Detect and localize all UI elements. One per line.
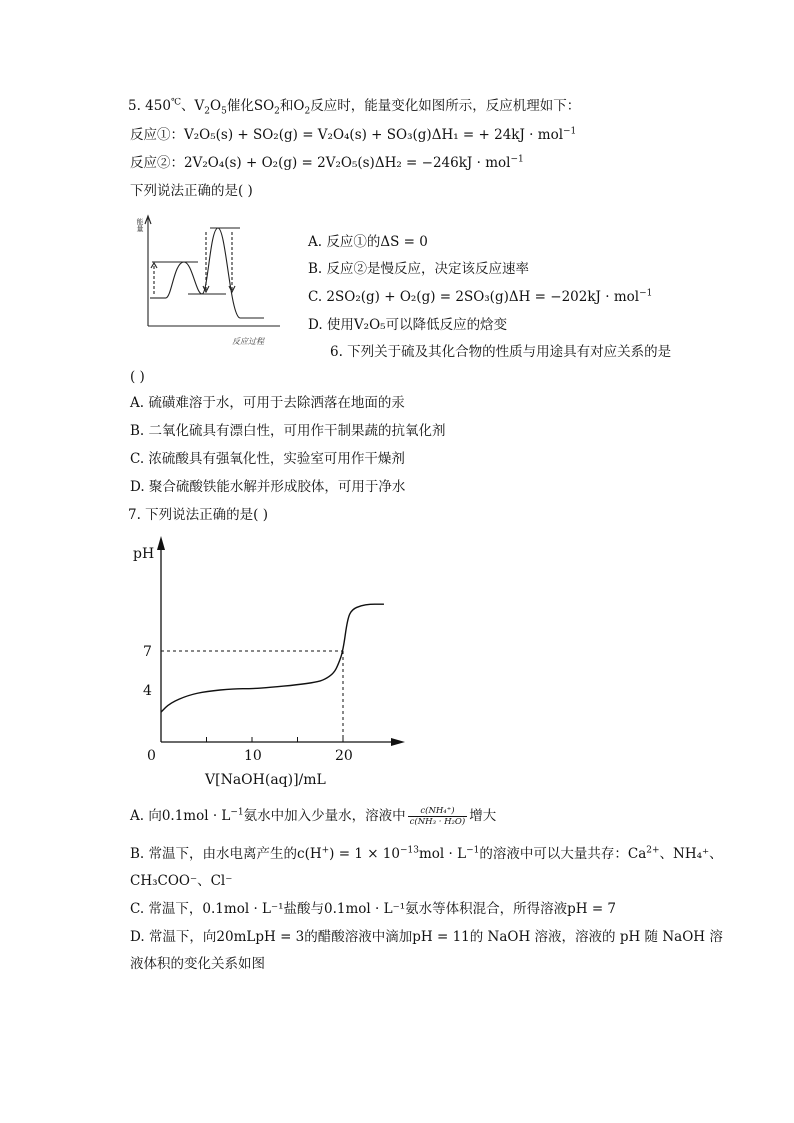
q7-stem: 7. 下列说法正确的是( ) <box>128 507 268 523</box>
q7-option-a-1: A. 向0.1mol · L <box>130 808 231 824</box>
q7-option-b <box>130 845 723 863</box>
q5-reaction-2 <box>130 154 524 172</box>
q5-ask: 下列说法正确的是( ) <box>130 183 253 199</box>
q5-stem-f: 反应时，能量变化如图所示，反应机理如下： <box>310 98 581 114</box>
q7-option-a-2: 氨水中加入少量水，溶液中 <box>243 808 406 824</box>
q7-option-a-fraction <box>408 806 468 827</box>
energy-xlabel: 反应过程 <box>232 337 264 346</box>
q5-r2-label: 反应②： <box>130 155 184 171</box>
ph-x-tick-label: 10 <box>244 748 262 764</box>
q6-option-d: D. 聚合硫酸铁能水解并形成胶体，可用于净水 <box>130 479 406 495</box>
q7-option-b-1: B. 常温下，由水电离产生的c(H <box>130 846 322 862</box>
q7-option-b-sup1: + <box>321 845 330 856</box>
q7-option-b-2: ) = 1 × 10 <box>329 846 400 862</box>
q7-option-a-sup: −1 <box>230 807 244 818</box>
q7-option-b-4: 的溶液中可以大量共存：Ca <box>479 846 647 862</box>
q5-sub-2b: 2 <box>274 106 280 117</box>
q7-option-d-line2: 液体积的变化关系如图 <box>130 956 265 972</box>
ph-x-tick-label: 20 <box>335 748 353 764</box>
q5-energy-diagram <box>136 208 290 354</box>
energy-curve <box>166 228 264 318</box>
ph-ylabel: pH <box>133 546 155 562</box>
q7-option-b-sup4: 2+ <box>646 845 660 856</box>
q7-option-a-3: 增大 <box>469 808 497 824</box>
ph-curve <box>161 604 384 712</box>
ph-y-tick-label: 4 <box>143 683 152 699</box>
q6-option-a: A. 硫磺难溶于水，可用于去除洒落在地面的汞 <box>130 395 405 411</box>
q7-option-b-sup3: −1 <box>466 845 480 856</box>
q5-r1-label: 反应①： <box>130 127 184 143</box>
q5-sub-5: 5 <box>221 106 227 117</box>
ph-xlabel: V[NaOH(aq)]/mL <box>205 772 326 788</box>
q6-option-c: C. 浓硫酸具有强氧化性，实验室可用作干燥剂 <box>130 451 405 467</box>
q6-option-b: B. 二氧化硫具有漂白性，可用作干制果蔬的抗氧化剂 <box>130 423 446 439</box>
energy-ylabel: 能量 <box>136 218 144 232</box>
q5-stem <box>128 97 580 115</box>
q5-option-c-text: C. 2SO₂(g) + O₂(g) = 2SO₃(g)ΔH = −202kJ · mol <box>308 289 640 305</box>
q5-option-a: A. 反应①的ΔS = 0 <box>308 234 428 250</box>
q7-fraction-num: c(NH₄⁺) <box>408 806 468 817</box>
q6-paren: ( ) <box>130 369 145 385</box>
q5-option-c <box>308 288 652 306</box>
q7-option-b-5: 、NH₄⁺、 <box>659 846 723 862</box>
q5-reaction-1 <box>130 126 576 144</box>
q6-stem: 6. 下列关于硫及其化合物的性质与用途具有对应关系的是 <box>330 344 672 360</box>
ph-axes <box>157 536 405 746</box>
q5-r2-sup: −1 <box>510 154 524 165</box>
q7-option-a <box>130 803 496 829</box>
q7-option-c: C. 常温下，0.1mol · L⁻¹盐酸与0.1mol · L⁻¹氨水等体积混合，所得溶液pH = 7 <box>130 901 617 917</box>
q7-fraction-den: c(NH₃ · H₂O) <box>409 817 466 827</box>
q5-r2-eq: 2V₂O₄(s) + O₂(g) = 2V₂O₅(s)ΔH₂ = −246kJ · mol <box>184 155 511 171</box>
ph-y-tick-label: 7 <box>143 644 152 660</box>
q5-option-b: B. 反应②是慢反应，决定该反应速率 <box>308 261 530 277</box>
q5-stem-b: 、V <box>181 98 205 114</box>
q5-stem-c: O <box>210 98 222 114</box>
q7-option-b-sup2: −13 <box>399 845 419 856</box>
q5-stem-e: 和O <box>279 98 305 114</box>
ph-ticks <box>143 644 353 764</box>
q7-option-b-3: mol · L <box>418 846 467 862</box>
q7-option-b-line2: CH₃COO⁻、Cl⁻ <box>130 873 233 889</box>
q5-stem-a: 5. 450 <box>128 98 171 114</box>
q5-stem-deg: ℃ <box>170 97 182 108</box>
ph-x-arrow <box>391 738 405 746</box>
q5-stem-d: 催化SO <box>226 98 275 114</box>
q7-option-d: D. 常温下，向20mLpH = 3的醋酸溶液中滴加pH = 11的 NaOH 溶液，溶液的 pH 随 NaOH 溶 <box>130 929 723 945</box>
q5-option-c-sup: −1 <box>639 288 653 299</box>
ph-guides <box>161 651 343 742</box>
q5-r1-eq: V₂O₅(s) + SO₂(g) = V₂O₄(s) + SO₃(g)ΔH₁ = + 24kJ · mol <box>184 127 564 143</box>
q5-r1-sup: −1 <box>563 126 577 137</box>
ph-y-arrow <box>157 536 165 550</box>
q5-sub-2: 2 <box>204 106 211 117</box>
q5-option-d: D. 使用V₂O₅可以降低反应的焓变 <box>308 317 508 333</box>
q5-sub-2c: 2 <box>304 106 311 117</box>
ph-titration-chart <box>125 528 425 790</box>
ph-x-tick-label: 0 <box>147 748 156 764</box>
